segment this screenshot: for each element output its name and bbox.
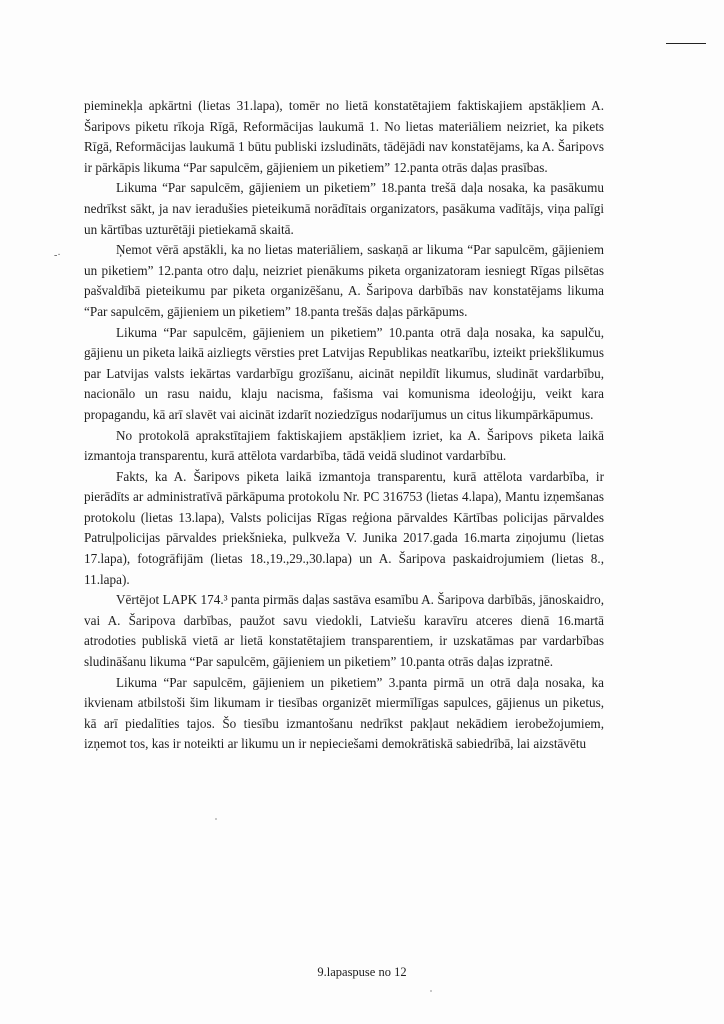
paragraph-3: Ņemot vērā apstākli, ka no lietas materiāliem, saskaņā ar likuma “Par sapulcēm, gājieniem un piketiem” 12.panta otro daļu, neizriet pienākums piketa organizatoram iesniegt Rīgas pilsētas pašvaldībā pieteikumu par piketa organizēšanu, A. Šaripova darbībās nav konstatējams likuma “Par sapulcēm, gājieniem un piketiem” 18.panta trešās daļas pārkāpums.: [84, 242, 604, 319]
top-right-rule: [666, 43, 706, 44]
scan-speck: [430, 990, 432, 992]
paragraph-7: Vērtējot LAPK 174.³ panta pirmās daļas sastāva esamību A. Šaripova darbībās, jānoskaidro, vai A. Šaripova darbības, paužot savu viedokli, Latviešu karavīru atceres dienā 16.martā atrodoties publiskā vietā ar lietā konstatētajiem transparentiem, ir uzskatāmas par vardarbības sludināšanu likuma “Par sapulcēm, gājieniem un piketiem” 10.panta otrās daļas izpratnē.: [84, 592, 604, 670]
document-body: [84, 96, 604, 755]
page-number-footer: 9.lapaspuse no 12: [317, 965, 407, 979]
scan-speck: [215, 818, 217, 820]
margin-mark: -·: [54, 250, 61, 261]
paragraph-8: Likuma “Par sapulcēm, gājieniem un piketiem” 3.panta pirmā un otrā daļa nosaka, ka ikvienam atbilstoši šim likumam ir tiesības organizēt miermīlīgas sapulces, gājienus un piketus, kā arī piedalīties tajos. Šo tiesību izmantošanu nedrīkst pakļaut nekādiem ierobežojumiem, izņemot tos, kas ir noteikti ar likumu un ir nepieciešami demokrātiskā sabiedrībā, lai aizstāvētu: [84, 674, 604, 752]
paragraph-2: Likuma “Par sapulcēm, gājieniem un piketiem” 18.panta trešā daļa nosaka, ka pasākumu nedrīkst sākt, ja nav ieradušies pieteikumā norādītais organizators, pasākuma vadītājs, viņa palīgi un kārtības uzturētāji pietiekamā skaitā.: [84, 180, 604, 237]
paragraph-4: Likuma “Par sapulcēm, gājieniem un piketiem” 10.panta otrā daļa nosaka, ka sapulču, gājienu un piketa laikā aizliegts vērsties pret Latvijas Republikas neatkarību, izteikt priekšlikumus par Latvijas valsts iekārtas vardarbīgu grozīšanu, aicināt nepildīt likumus, sludināt vardarbību, nacionālo un rasu naidu, klaju nacisma, fašisma vai komunisma ideoloģiju, veikt kara propagandu, kā arī slavēt vai aicināt izdarīt noziedzīgus nodarījumus un citus likumpārkāpumus.: [84, 324, 604, 422]
paragraph-6: Fakts, ka A. Šaripovs piketa laikā izmantoja transparentu, kurā attēlota vardarbība, ir pierādīts ar administratīvā pārkāpuma protokolu Nr. PC 316753 (lietas 4.lapa), Mantu izņemšanas protokolu (lietas 13.lapa), Valsts policijas Rīgas reģiona pārvaldes Kārtības policijas pārvaldes Patruļpolicijas pārvaldes priekšnieka, pulkveža V. Junika 2017.gada 16.marta ziņojumu (lietas 17.lapa), fotogrāfijām (lietas 18.,19.,29.,30.lapa) un A. Šaripova paskaidrojumiem (lietas 8., 11.lapa).: [84, 468, 604, 587]
paragraph-1: pieminekļa apkārtni (lietas 31.lapa), tomēr no lietā konstatētajiem faktiskajiem apstākļiem A. Šaripovs piketu rīkoja Rīgā, Reformācijas laukumā 1. No lietas materiāliem neizriet, ka pikets Rīgā, Reformācijas laukumā 1 būtu publiski izsludināts, tādējādi nav konstatējams, ka A. Šaripovs ir pārkāpis likuma “Par sapulcēm, gājieniem un piketiem” 12.panta otrās daļas prasības.: [84, 98, 604, 175]
paragraph-5: No protokolā aprakstītajiem faktiskajiem apstākļiem izriet, ka A. Šaripovs piketa laikā izmantoja transparentu, kurā attēlota vardarbība, tādā veidā sludinot vardarbību.: [84, 427, 604, 464]
